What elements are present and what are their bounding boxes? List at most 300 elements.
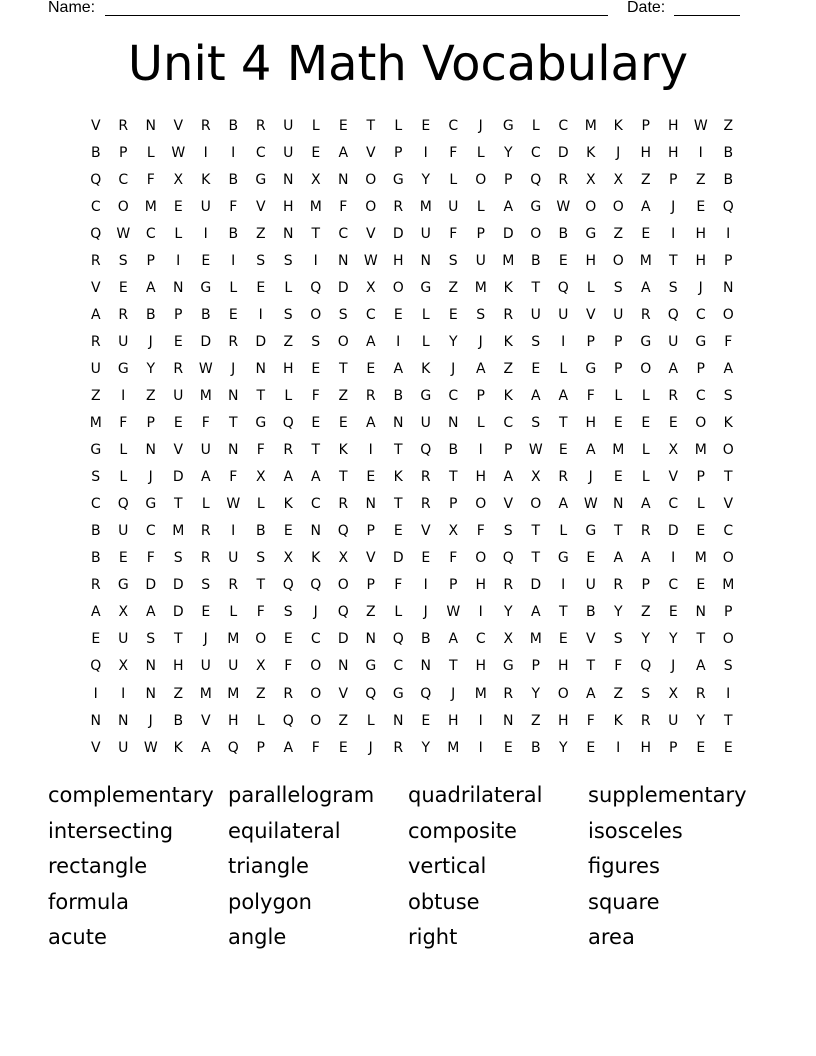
grid-cell: N — [695, 604, 706, 621]
grid-cell: C — [448, 117, 459, 134]
grid-cell: E — [173, 198, 183, 215]
grid-cell: F — [614, 658, 623, 675]
grid-cell: T — [448, 658, 458, 675]
grid-cell: J — [671, 658, 676, 675]
grid-cell: L — [256, 712, 265, 729]
grid-cell: X — [310, 171, 321, 188]
grid-cell: B — [723, 171, 734, 188]
name-blank-line — [105, 15, 608, 16]
grid-cell: E — [723, 739, 733, 756]
grid-cell: W — [446, 604, 461, 621]
grid-cell: F — [394, 577, 403, 594]
grid-cell: T — [393, 496, 403, 513]
grid-cell: V — [90, 117, 101, 134]
grid-cell: I — [368, 442, 373, 459]
grid-cell: W — [198, 360, 213, 377]
grid-cell: T — [723, 469, 733, 486]
grid-cell: E — [228, 306, 238, 323]
grid-cell: T — [531, 279, 541, 296]
grid-cell: N — [393, 415, 404, 432]
grid-cell: V — [723, 496, 734, 513]
grid-cell: R — [255, 117, 266, 134]
grid-cell: O — [557, 685, 569, 702]
word-list-item: equilateral — [228, 818, 341, 843]
grid-cell: B — [145, 306, 156, 323]
grid-cell: G — [392, 171, 404, 188]
word-list-item: complementary — [48, 783, 214, 807]
grid-cell: B — [228, 171, 239, 188]
grid-cell: Z — [283, 333, 294, 350]
grid-cell: T — [173, 496, 183, 513]
grid-cell: H — [392, 252, 404, 269]
grid-cell: I — [203, 144, 208, 161]
grid-cell: I — [313, 252, 318, 269]
grid-cell: U — [420, 225, 431, 242]
grid-cell: Q — [365, 685, 377, 702]
grid-cell: U — [200, 658, 211, 675]
grid-cell: Q — [282, 712, 294, 729]
grid-cell: W — [583, 496, 598, 513]
grid-cell: T — [173, 631, 183, 648]
grid-cell: E — [503, 739, 513, 756]
grid-cell: O — [475, 171, 487, 188]
grid-cell: T — [393, 442, 403, 459]
grid-cell: E — [641, 225, 651, 242]
grid-cell: G — [365, 658, 377, 675]
grid-cell: U — [90, 360, 101, 377]
grid-cell: E — [696, 198, 706, 215]
grid-cell: Q — [530, 171, 542, 188]
grid-cell: M — [227, 685, 240, 702]
grid-cell: L — [614, 387, 623, 404]
grid-cell: E — [173, 333, 183, 350]
grid-cell: C — [530, 144, 541, 161]
grid-cell: F — [229, 469, 238, 486]
grid-cell: E — [283, 631, 293, 648]
grid-cell: B — [530, 739, 541, 756]
grid-cell: L — [174, 225, 183, 242]
grid-cell: P — [669, 739, 678, 756]
grid-cell: N — [283, 225, 294, 242]
grid-cell: K — [338, 442, 348, 459]
grid-cell: A — [283, 739, 294, 756]
grid-cell: X — [118, 604, 129, 621]
grid-cell: L — [696, 496, 705, 513]
grid-cell: D — [502, 225, 514, 242]
grid-cell: S — [448, 252, 458, 269]
grid-cell: E — [311, 144, 321, 161]
word-list-item: area — [588, 925, 635, 950]
grid-cell: S — [256, 252, 266, 269]
grid-cell: M — [722, 577, 735, 594]
grid-cell: C — [695, 306, 706, 323]
grid-cell: X — [530, 469, 541, 486]
grid-cell: X — [365, 279, 376, 296]
grid-cell: T — [613, 523, 623, 540]
grid-cell: G — [420, 279, 432, 296]
grid-cell: K — [503, 279, 513, 296]
grid-cell: N — [503, 712, 514, 729]
grid-cell: F — [586, 387, 595, 404]
grid-cell: P — [119, 144, 128, 161]
grid-cell: I — [561, 577, 566, 594]
grid-cell: S — [173, 550, 183, 567]
grid-cell: J — [423, 604, 428, 621]
grid-cell: C — [393, 658, 404, 675]
grid-cell: T — [558, 415, 568, 432]
grid-cell: A — [90, 604, 101, 621]
grid-cell: A — [448, 631, 459, 648]
grid-cell: Q — [282, 577, 294, 594]
grid-cell: O — [640, 360, 652, 377]
grid-cell: T — [256, 577, 266, 594]
grid-cell: E — [421, 712, 431, 729]
grid-cell: B — [558, 225, 569, 242]
grid-cell: Y — [668, 631, 678, 648]
grid-cell: F — [284, 658, 293, 675]
grid-cell: W — [556, 198, 571, 215]
grid-cell: F — [146, 550, 155, 567]
grid-cell: F — [256, 442, 265, 459]
grid-cell: A — [145, 279, 156, 296]
name-label: Name: — [48, 0, 96, 16]
grid-cell: R — [200, 117, 211, 134]
grid-cell: A — [145, 604, 156, 621]
grid-cell: X — [338, 550, 349, 567]
grid-cell: Y — [641, 631, 651, 648]
grid-cell: N — [310, 523, 321, 540]
grid-cell: Q — [420, 442, 432, 459]
grid-cell: Q — [227, 739, 239, 756]
grid-cell: N — [145, 442, 156, 459]
grid-cell: U — [228, 658, 239, 675]
grid-cell: E — [338, 739, 348, 756]
grid-cell: E — [311, 360, 321, 377]
grid-cell: U — [530, 306, 541, 323]
grid-cell: E — [393, 306, 403, 323]
grid-cell: D — [557, 144, 569, 161]
grid-cell: E — [586, 550, 596, 567]
grid-cell: R — [695, 685, 706, 702]
grid-cell: D — [172, 577, 184, 594]
grid-cell: Z — [173, 685, 184, 702]
grid-cell: D — [172, 469, 184, 486]
grid-cell: I — [396, 333, 401, 350]
grid-cell: M — [309, 198, 322, 215]
grid-cell: E — [366, 360, 376, 377]
grid-cell: V — [90, 279, 101, 296]
grid-cell: R — [640, 523, 651, 540]
grid-cell: Q — [337, 604, 349, 621]
grid-cell: P — [504, 171, 513, 188]
word-list-item: supplementary — [588, 783, 747, 807]
grid-cell: B — [723, 144, 734, 161]
grid-cell: N — [448, 415, 459, 432]
grid-cell: T — [531, 550, 541, 567]
grid-cell: D — [172, 604, 184, 621]
grid-cell: F — [586, 712, 595, 729]
grid-cell: D — [392, 225, 404, 242]
grid-cell: I — [478, 604, 483, 621]
grid-cell: A — [393, 360, 404, 377]
grid-cell: Z — [338, 712, 349, 729]
grid-cell: T — [668, 252, 678, 269]
grid-cell: D — [200, 333, 212, 350]
grid-cell: J — [698, 279, 703, 296]
grid-cell: H — [475, 577, 487, 594]
grid-cell: Q — [640, 658, 652, 675]
grid-cell: T — [338, 469, 348, 486]
grid-cell: K — [613, 712, 623, 729]
grid-cell: U — [118, 333, 129, 350]
grid-cell: P — [614, 360, 623, 377]
grid-cell: O — [612, 198, 624, 215]
grid-cell: A — [613, 550, 624, 567]
grid-cell: T — [366, 117, 376, 134]
grid-cell: C — [90, 198, 101, 215]
grid-cell: M — [144, 198, 157, 215]
grid-cell: A — [640, 496, 651, 513]
grid-cell: U — [448, 198, 459, 215]
grid-cell: H — [557, 712, 569, 729]
grid-cell: I — [478, 712, 483, 729]
grid-cell: K — [393, 469, 403, 486]
grid-cell: H — [640, 144, 652, 161]
grid-cell: R — [228, 577, 239, 594]
grid-cell: O — [475, 550, 487, 567]
grid-cell: V — [173, 442, 184, 459]
grid-cell: G — [145, 496, 157, 513]
grid-cell: I — [93, 685, 98, 702]
grid-cell: V — [668, 469, 679, 486]
word-list-item: triangle — [228, 854, 309, 879]
grid-cell: W — [116, 225, 131, 242]
grid-cell: F — [449, 550, 458, 567]
grid-cell: G — [695, 333, 707, 350]
grid-cell: H — [695, 225, 707, 242]
grid-cell: P — [394, 144, 403, 161]
grid-cell: L — [229, 279, 238, 296]
grid-cell: M — [199, 387, 212, 404]
grid-cell: S — [723, 658, 733, 675]
grid-cell: J — [148, 712, 153, 729]
grid-cell: D — [392, 550, 404, 567]
grid-cell: C — [558, 117, 569, 134]
grid-cell: I — [231, 144, 236, 161]
word-list-item: square — [588, 889, 660, 914]
grid-cell: Z — [723, 117, 734, 134]
grid-cell: S — [283, 604, 293, 621]
grid-cell: T — [723, 712, 733, 729]
grid-cell: S — [503, 523, 513, 540]
grid-cell: V — [90, 739, 101, 756]
grid-cell: F — [229, 198, 238, 215]
grid-cell: J — [478, 333, 483, 350]
grid-cell: Z — [145, 387, 156, 404]
grid-cell: C — [365, 306, 376, 323]
grid-cell: P — [146, 252, 155, 269]
grid-cell: U — [118, 631, 129, 648]
grid-cell: E — [558, 252, 568, 269]
grid-cell: Z — [255, 685, 266, 702]
grid-cell: P — [366, 523, 375, 540]
grid-cell: Q — [117, 496, 129, 513]
worksheet-header — [0, 0, 816, 22]
grid-cell: Y — [421, 739, 431, 756]
grid-cell: O — [365, 171, 377, 188]
grid-cell: O — [117, 198, 129, 215]
grid-cell: U — [558, 306, 569, 323]
grid-cell: A — [90, 306, 101, 323]
grid-cell: O — [585, 198, 597, 215]
grid-cell: Y — [421, 171, 431, 188]
grid-cell: S — [338, 306, 348, 323]
grid-cell: O — [530, 496, 542, 513]
grid-cell: J — [313, 604, 318, 621]
grid-cell: E — [613, 415, 623, 432]
grid-cell: G — [392, 685, 404, 702]
grid-cell: A — [530, 604, 541, 621]
grid-cell: D — [667, 523, 679, 540]
grid-cell: E — [613, 469, 623, 486]
grid-cell: L — [366, 712, 375, 729]
grid-cell: W — [171, 144, 186, 161]
grid-cell: O — [365, 198, 377, 215]
grid-cell: W — [528, 442, 543, 459]
grid-cell: R — [118, 306, 129, 323]
grid-cell: G — [255, 171, 267, 188]
word-list-item: composite — [408, 818, 517, 843]
grid-cell: T — [558, 604, 568, 621]
grid-cell: A — [668, 360, 679, 377]
grid-cell: T — [338, 360, 348, 377]
grid-cell: I — [203, 225, 208, 242]
grid-cell: E — [393, 523, 403, 540]
grid-cell: R — [200, 550, 211, 567]
grid-cell: Z — [530, 712, 541, 729]
grid-cell: B — [200, 306, 211, 323]
grid-cell: S — [668, 279, 678, 296]
grid-cell: S — [118, 252, 128, 269]
word-list — [48, 779, 788, 957]
grid-cell: T — [696, 631, 706, 648]
grid-cell: A — [200, 469, 211, 486]
grid-cell: I — [478, 442, 483, 459]
grid-cell: L — [476, 415, 485, 432]
grid-cell: I — [671, 550, 676, 567]
grid-cell: F — [119, 415, 128, 432]
grid-cell: M — [447, 739, 460, 756]
grid-cell: A — [640, 279, 651, 296]
grid-cell: C — [448, 387, 459, 404]
grid-cell: S — [283, 252, 293, 269]
grid-cell: O — [255, 631, 267, 648]
grid-cell: R — [90, 577, 101, 594]
grid-cell: D — [530, 577, 542, 594]
grid-cell: V — [338, 685, 349, 702]
grid-cell: C — [695, 387, 706, 404]
grid-cell: W — [363, 252, 378, 269]
grid-cell: L — [119, 469, 128, 486]
grid-cell: E — [696, 739, 706, 756]
grid-cell: N — [145, 658, 156, 675]
grid-cell: N — [338, 658, 349, 675]
grid-cell: T — [586, 658, 596, 675]
grid-cell: Q — [90, 225, 102, 242]
grid-cell: G — [585, 523, 597, 540]
grid-cell: T — [531, 523, 541, 540]
grid-cell: A — [723, 360, 734, 377]
grid-cell: D — [337, 279, 349, 296]
grid-cell: F — [311, 739, 320, 756]
grid-cell: W — [693, 117, 708, 134]
grid-cell: E — [256, 279, 266, 296]
grid-cell: R — [640, 306, 651, 323]
grid-cell: A — [585, 685, 596, 702]
grid-cell: N — [255, 360, 266, 377]
grid-cell: I — [561, 333, 566, 350]
grid-cell: J — [671, 198, 676, 215]
grid-cell: X — [668, 442, 679, 459]
grid-cell: E — [91, 631, 101, 648]
grid-cell: H — [227, 712, 239, 729]
grid-cell: E — [696, 523, 706, 540]
grid-cell: L — [119, 442, 128, 459]
grid-cell: H — [585, 252, 597, 269]
grid-cell: V — [365, 144, 376, 161]
grid-cell: N — [283, 171, 294, 188]
word-list-item: vertical — [408, 854, 487, 879]
grid-cell: Q — [502, 550, 514, 567]
grid-cell: R — [173, 360, 184, 377]
grid-cell: S — [91, 469, 101, 486]
grid-cell: U — [228, 550, 239, 567]
grid-cell: O — [310, 306, 322, 323]
grid-cell: L — [559, 360, 568, 377]
grid-cell: B — [393, 387, 404, 404]
grid-cell: V — [585, 306, 596, 323]
grid-cell: L — [641, 387, 650, 404]
grid-cell: R — [558, 469, 569, 486]
grid-cell: U — [200, 442, 211, 459]
grid-cell: N — [338, 171, 349, 188]
word-search-grid — [82, 112, 742, 761]
grid-cell: Y — [146, 360, 156, 377]
grid-cell: I — [478, 739, 483, 756]
grid-cell: R — [420, 496, 431, 513]
grid-cell: R — [613, 577, 624, 594]
grid-cell: G — [640, 333, 652, 350]
word-list-item: formula — [48, 889, 129, 914]
grid-cell: J — [148, 469, 153, 486]
grid-cell: C — [668, 496, 679, 513]
grid-cell: D — [255, 333, 267, 350]
grid-cell: U — [668, 712, 679, 729]
grid-cell: L — [201, 496, 210, 513]
grid-cell: Z — [365, 604, 376, 621]
grid-cell: M — [639, 252, 652, 269]
grid-cell: A — [338, 144, 349, 161]
grid-cell: G — [420, 387, 432, 404]
grid-cell: U — [668, 333, 679, 350]
grid-cell: I — [121, 685, 126, 702]
grid-cell: E — [311, 415, 321, 432]
date-label: Date: — [627, 0, 666, 16]
grid-cell: L — [394, 604, 403, 621]
grid-cell: C — [145, 523, 156, 540]
grid-cell: O — [612, 252, 624, 269]
word-list-item: angle — [228, 925, 287, 950]
